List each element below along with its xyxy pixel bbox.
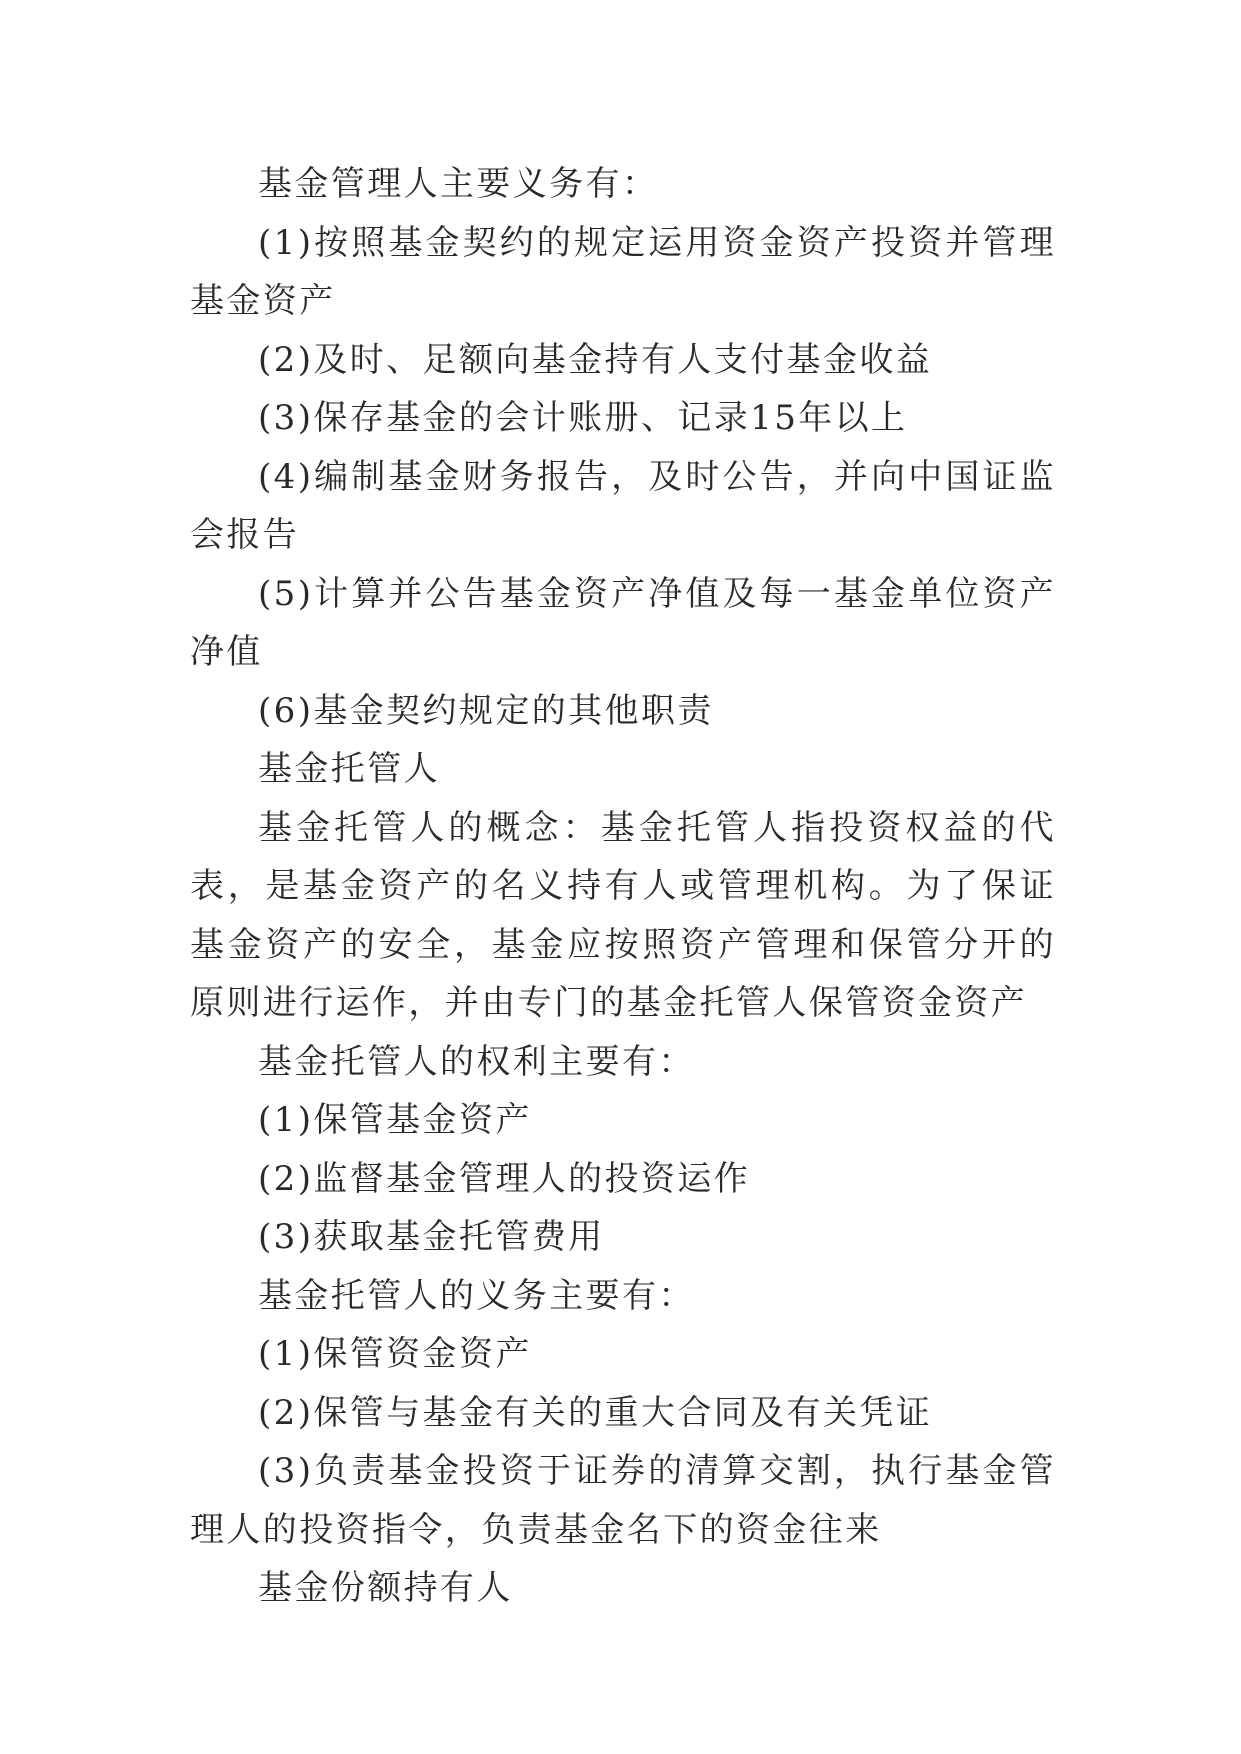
paragraph: (1)保管资金资产 <box>258 1334 532 1374</box>
paragraph: (2)保管与基金有关的重大合同及有关凭证 <box>258 1392 933 1433</box>
paragraph: (1)保管基金资产 <box>258 1100 532 1140</box>
paragraph: (2)及时、足额向基金持有人支付基金收益 <box>258 339 933 380</box>
paragraph: 基金管理人主要义务有： <box>258 164 659 204</box>
paragraph: (5)计算并公告基金资产净值及每一基金单位资产净值 <box>190 573 1056 672</box>
paragraph: (3)负责基金投资于证券的清算交割，执行基金管理人的投资指令，负责基金名下的资金往来 <box>190 1451 1056 1550</box>
paragraph: (4)编制基金财务报告，及时公告，并向中国证监会报告 <box>190 456 1056 555</box>
section-heading: 基金托管人 <box>258 749 440 789</box>
paragraph: 基金托管人的概念：基金托管人指投资权益的代表，是基金资产的名义持有人或管理机构。为了保证基金资产的安全，基金应按照资产管理和保管分开的原则进行运作，并由专门的基金托管人保管资金资产 <box>190 807 1056 1023</box>
paragraph: (1)按照基金契约的规定运用资金资产投资并管理基金资产 <box>190 222 1056 321</box>
paragraph: (3)获取基金托管费用 <box>258 1217 605 1257</box>
document-body <box>190 155 1056 1618</box>
paragraph: (6)基金契约规定的其他职责 <box>258 690 714 731</box>
section-heading: 基金份额持有人 <box>258 1568 513 1608</box>
paragraph: (2)监督基金管理人的投资运作 <box>258 1158 751 1199</box>
paragraph: (3)保存基金的会计账册、记录15年以上 <box>258 398 908 438</box>
paragraph: 基金托管人的义务主要有： <box>258 1275 695 1316</box>
paragraph: 基金托管人的权利主要有： <box>258 1041 695 1082</box>
